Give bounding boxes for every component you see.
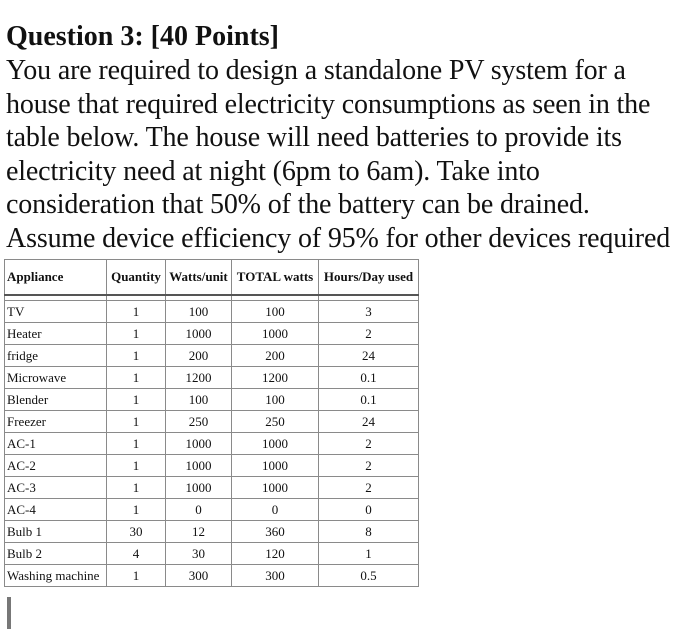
watts-unit-cell: 250 — [166, 411, 232, 433]
question-title: Question 3: [40 Points] — [6, 21, 279, 52]
appliance-cell: AC-3 — [5, 477, 107, 499]
hours-day-cell: 2 — [319, 455, 419, 477]
total-watts-cell: 300 — [232, 565, 319, 587]
table-body — [5, 295, 419, 587]
quantity-cell: 1 — [107, 345, 166, 367]
quantity-cell: 4 — [107, 543, 166, 565]
total-watts-cell: 1000 — [232, 455, 319, 477]
quantity-cell: 30 — [107, 521, 166, 543]
watts-unit-cell: 300 — [166, 565, 232, 587]
watts-unit-cell: 100 — [166, 301, 232, 323]
total-watts-cell: 1000 — [232, 477, 319, 499]
appliance-cell: Heater — [5, 323, 107, 345]
table-row — [5, 565, 419, 587]
header-watts-unit: Watts/unit — [166, 260, 232, 296]
text-cursor — [7, 597, 11, 629]
appliance-cell: Bulb 1 — [5, 521, 107, 543]
quantity-cell: 1 — [107, 367, 166, 389]
hours-day-cell: 0.1 — [319, 367, 419, 389]
appliance-cell: AC-4 — [5, 499, 107, 521]
watts-unit-cell: 200 — [166, 345, 232, 367]
total-watts-cell: 200 — [232, 345, 319, 367]
hours-day-cell: 24 — [319, 345, 419, 367]
question-line: house that required electricity consumptions as seen in the — [6, 88, 651, 120]
question-line: electricity need at night (6pm to 6am). Take into — [6, 155, 540, 187]
total-watts-cell: 100 — [232, 301, 319, 323]
watts-unit-cell: 1200 — [166, 367, 232, 389]
watts-unit-cell: 100 — [166, 389, 232, 411]
hours-day-cell: 2 — [319, 433, 419, 455]
total-watts-cell: 1200 — [232, 367, 319, 389]
hours-day-cell: 24 — [319, 411, 419, 433]
quantity-cell: 1 — [107, 301, 166, 323]
quantity-cell: 1 — [107, 455, 166, 477]
total-watts-cell: 360 — [232, 521, 319, 543]
total-watts-cell: 1000 — [232, 323, 319, 345]
appliance-cell: Freezer — [5, 411, 107, 433]
hours-day-cell: 2 — [319, 323, 419, 345]
watts-unit-cell: 0 — [166, 499, 232, 521]
table-row — [5, 367, 419, 389]
header-total-watts: TOTAL watts — [232, 260, 319, 296]
question-line: table below. The house will need batteries to provide its — [6, 122, 622, 153]
table-row — [5, 433, 419, 455]
watts-unit-cell: 1000 — [166, 477, 232, 499]
appliance-table — [4, 259, 419, 587]
quantity-cell: 1 — [107, 323, 166, 345]
appliance-cell: TV — [5, 301, 107, 323]
watts-unit-cell: 1000 — [166, 323, 232, 345]
quantity-cell: 1 — [107, 499, 166, 521]
hours-day-cell: 0 — [319, 499, 419, 521]
question-line: You are required to design a standalone PV system for a — [6, 55, 626, 86]
table-row — [5, 499, 419, 521]
table-row — [5, 411, 419, 433]
quantity-cell: 1 — [107, 477, 166, 499]
hours-day-cell: 1 — [319, 543, 419, 565]
quantity-cell: 1 — [107, 389, 166, 411]
hours-day-cell: 8 — [319, 521, 419, 543]
table-row — [5, 389, 419, 411]
appliance-cell: fridge — [5, 345, 107, 367]
table-row — [5, 543, 419, 565]
appliance-cell: AC-2 — [5, 455, 107, 477]
question-text — [6, 54, 696, 255]
watts-unit-cell: 12 — [166, 521, 232, 543]
total-watts-cell: 1000 — [232, 433, 319, 455]
table-row — [5, 323, 419, 345]
appliance-cell: Bulb 2 — [5, 543, 107, 565]
table-row — [5, 345, 419, 367]
header-quantity: Quantity — [107, 260, 166, 296]
header-hours-day: Hours/Day used — [319, 260, 419, 296]
hours-day-cell: 0.1 — [319, 389, 419, 411]
appliance-cell: Washing machine — [5, 565, 107, 587]
watts-unit-cell: 1000 — [166, 455, 232, 477]
quantity-cell: 1 — [107, 433, 166, 455]
hours-day-cell: 0.5 — [319, 565, 419, 587]
quantity-cell: 1 — [107, 411, 166, 433]
question-line: consideration that 50% of the battery can be drained. — [6, 189, 590, 220]
watts-unit-cell: 1000 — [166, 433, 232, 455]
total-watts-cell: 250 — [232, 411, 319, 433]
hours-day-cell: 3 — [319, 301, 419, 323]
appliance-cell: Microwave — [5, 367, 107, 389]
header-appliance: Appliance — [5, 260, 107, 296]
hours-day-cell: 2 — [319, 477, 419, 499]
question-line: Assume device efficiency of 95% for other devices required — [6, 222, 671, 254]
total-watts-cell: 0 — [232, 499, 319, 521]
total-watts-cell: 100 — [232, 389, 319, 411]
quantity-cell: 1 — [107, 565, 166, 587]
total-watts-cell: 120 — [232, 543, 319, 565]
appliance-cell: Blender — [5, 389, 107, 411]
table-row — [5, 301, 419, 323]
table-row — [5, 477, 419, 499]
watts-unit-cell: 30 — [166, 543, 232, 565]
appliance-cell: AC-1 — [5, 433, 107, 455]
table-row — [5, 455, 419, 477]
table-row — [5, 521, 419, 543]
table-header-row — [5, 260, 419, 296]
